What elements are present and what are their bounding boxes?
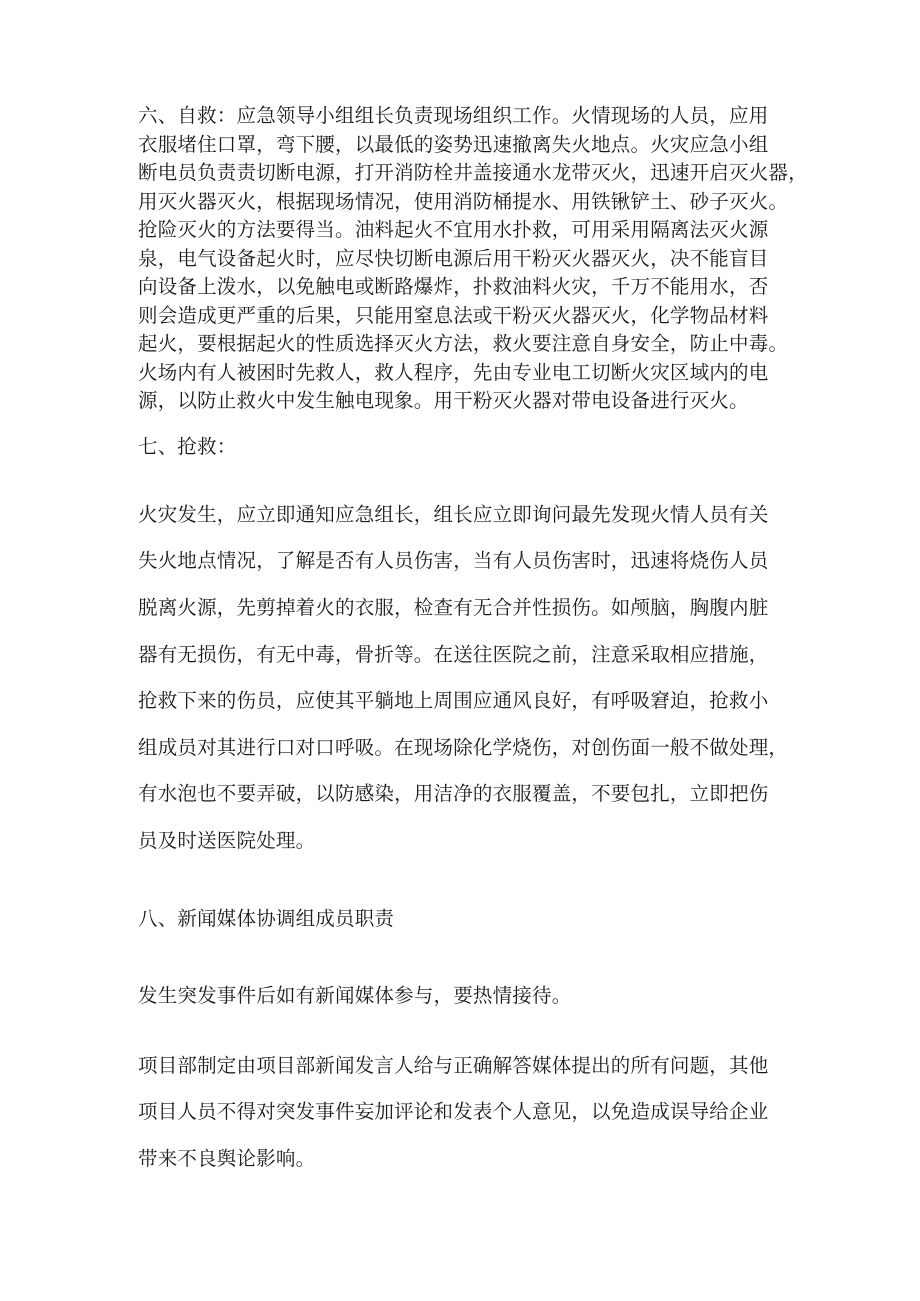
section-7-line-5: 抢救下来的伤员，应使其平躺地上周围应通风良好，有呼吸窘迫，抢救小 [138, 689, 769, 712]
section-7-line-6: 组成员对其进行口对口呼吸。在现场除化学烧伤，对创伤面一般不做处理， [138, 736, 789, 759]
section-8-paragraph-1: 发生突发事件后如有新闻媒体参与，要热情接待。 [138, 984, 572, 1007]
section-7-heading: 七、抢救： [138, 435, 237, 458]
section-7-line-1: 火灾发生，应立即通知应急组长，组长应立即询问最先发现火情人员有关 [138, 503, 769, 526]
section-7-line-4: 器有无损伤，有无中毒，骨折等。在送往医院之前，注意采取相应措施， [138, 643, 769, 666]
section-6-line-10: 火场内有人被困时先救人，救人程序，先由专业电工切断火灾区域内的电 [138, 361, 769, 384]
section-8-line-2: 项目人员不得对突发事件妄加评论和发表个人意见，以免造成误导给企业 [138, 1100, 769, 1123]
section-6-line-4: 用灭火器灭火，根据现场情况，使用消防桶提水、用铁锹铲土、砂子灭火。 [138, 190, 789, 213]
section-6-line-8: 则会造成更严重的后果，只能用窒息法或干粉灭火器灭火，化学物品材料 [138, 304, 769, 327]
section-7-line-8: 员及时送医院处理。 [138, 829, 316, 852]
section-8-line-1: 项目部制定由项目部新闻发言人给与正确解答媒体提出的所有问题，其他 [138, 1054, 769, 1077]
section-6-line-5: 抢险灭火的方法要得当。油料起火不宜用水扑救，可用采用隔离法灭火源 [138, 218, 769, 241]
section-6-line-6: 泉，电气设备起火时，应尽快切断电源后用干粉灭火器灭火，决不能盲目 [138, 247, 769, 270]
section-6-line-3: 断电员负责责切断电源，打开消防栓井盖接通水龙带灭火，迅速开启灭火器， [138, 161, 808, 184]
section-6-line-11: 源，以防止救火中发生触电现象。用干粉灭火器对带电设备进行灭火。 [138, 389, 749, 412]
section-8-line-3: 带来不良舆论影响。 [138, 1147, 316, 1170]
section-7-line-7: 有水泡也不要弄破，以防感染，用洁净的衣服覆盖，不要包扎，立即把伤 [138, 782, 769, 805]
section-6-line-2: 衣服堵住口罩，弯下腰，以最低的姿势迅速撤离失火地点。火灾应急小组 [138, 133, 769, 156]
section-6-line-7: 向设备上泼水，以免触电或断路爆炸，扑救油料火灾，千万不能用水，否 [138, 275, 769, 298]
section-7-line-2: 失火地点情况，了解是否有人员伤害，当有人员伤害时，迅速将烧伤人员 [138, 549, 769, 572]
section-7-line-3: 脱离火源，先剪掉着火的衣服，检查有无合并性损伤。如颅脑，胸腹内脏 [138, 596, 769, 619]
section-8-heading: 八、新闻媒体协调组成员职责 [138, 907, 395, 930]
section-6-line-1: 六、自救：应急领导小组组长负责现场组织工作。火情现场的人员，应用 [138, 104, 769, 127]
section-6-line-9: 起火，要根据起火的性质选择灭火方法，救火要注意自身安全，防止中毒。 [138, 332, 789, 355]
